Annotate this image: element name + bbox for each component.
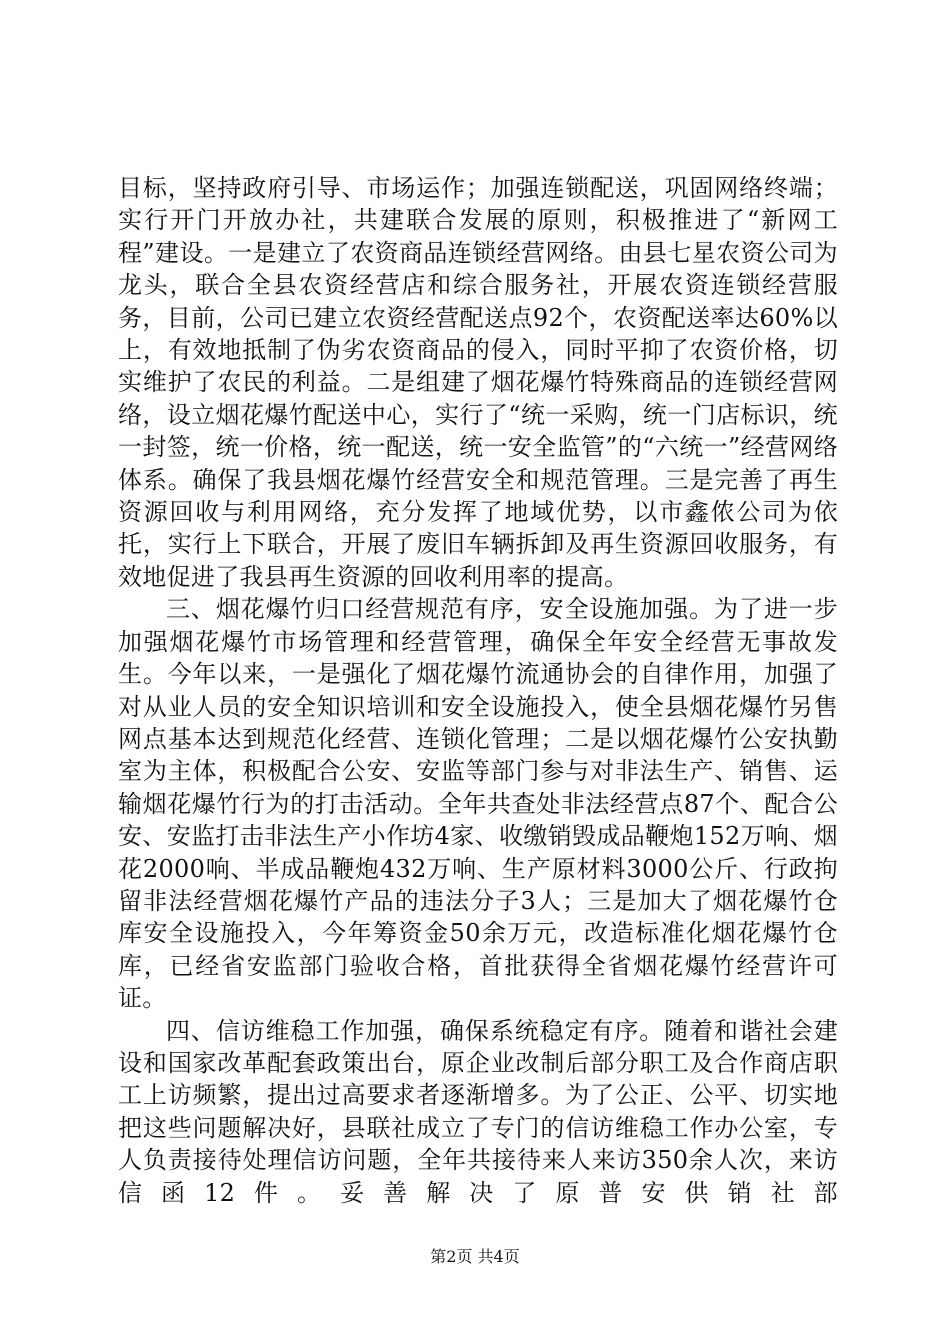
page-footer: 第2页 共4页 xyxy=(430,1247,520,1266)
paragraph-petition-stability: 四、信访维稳工作加强，确保系统稳定有序。随着和谐社会建设和国家改革配套政策出台，原企业改制后部分职工及合作商店职工上访频繁，提出过高要求者逐渐增多。为了公正、公平、切实地把这些问题解决好，县联社成立了专门的信访维稳工作办公室，专人负责接待处理信访问题，全年共接待来人来访350余人次，来访信函12件。妥善解决了原普安供销社部 xyxy=(118,1016,838,1207)
paragraph-fireworks-management: 三、烟花爆竹归口经营规范有序，安全设施加强。为了进一步加强烟花爆竹市场管理和经营管理，确保全年安全经营无事故发生。今年以来，一是强化了烟花爆竹流通协会的自律作用，加强了对从业人员的安全知识培训和安全设施投入，使全县烟花爆竹另售网点基本达到规范化经营、连锁化管理；二是以烟花爆竹公安执勤室为主体，积极配合公安、安监等部门参与对非法生产、销售、运输烟花爆竹行为的打击活动。全年共查处非法经营点87个、配合公安、安监打击非法生产小作坊4家、收缴销毁成品鞭炮152万响、烟花2000响、半成品鞭炮432万响、生产原材料3000公斤、行政拘留非法经营烟花爆竹产品的违法分子3人；三是加大了烟花爆竹仓库安全设施投入，今年筹资金50余万元，改造标准化烟花爆竹仓库，已经省安监部门验收合格，首批获得全省烟花爆竹经营许可证。 xyxy=(118,595,838,1013)
paragraph-network-construction: 目标，坚持政府引导、市场运作；加强连锁配送，巩固网络终端；实行开门开放办社，共建联合发展的原则，积极推进了“新网工程”建设。一是建立了农资商品连锁经营网络。由县七星农资公司为龙头，联合全县农资经营店和综合服务社，开展农资连锁经营服务，目前，公司已建立农资经营配送点92个，农资配送率达60%以上，有效地抵制了伪劣农资商品的侵入，同时平抑了农资价格，切实维护了农民的利益。二是组建了烟花爆竹特殊商品的连锁经营网络，设立烟花爆竹配送中心，实行了“统一采购，统一门店标识，统一封签，统一价格，统一配送，统一安全监管”的“六统一”经营网络体系。确保了我县烟花爆竹经营安全和规范管理。三是完善了再生资源回收与利用网络，充分发挥了地域优势，以市鑫侬公司为依托，实行上下联合，开展了废旧车辆拆卸及再生资源回收服务，有效地促进了我县再生资源的回收利用率的提高。 xyxy=(118,174,838,591)
document-body xyxy=(118,172,838,1209)
